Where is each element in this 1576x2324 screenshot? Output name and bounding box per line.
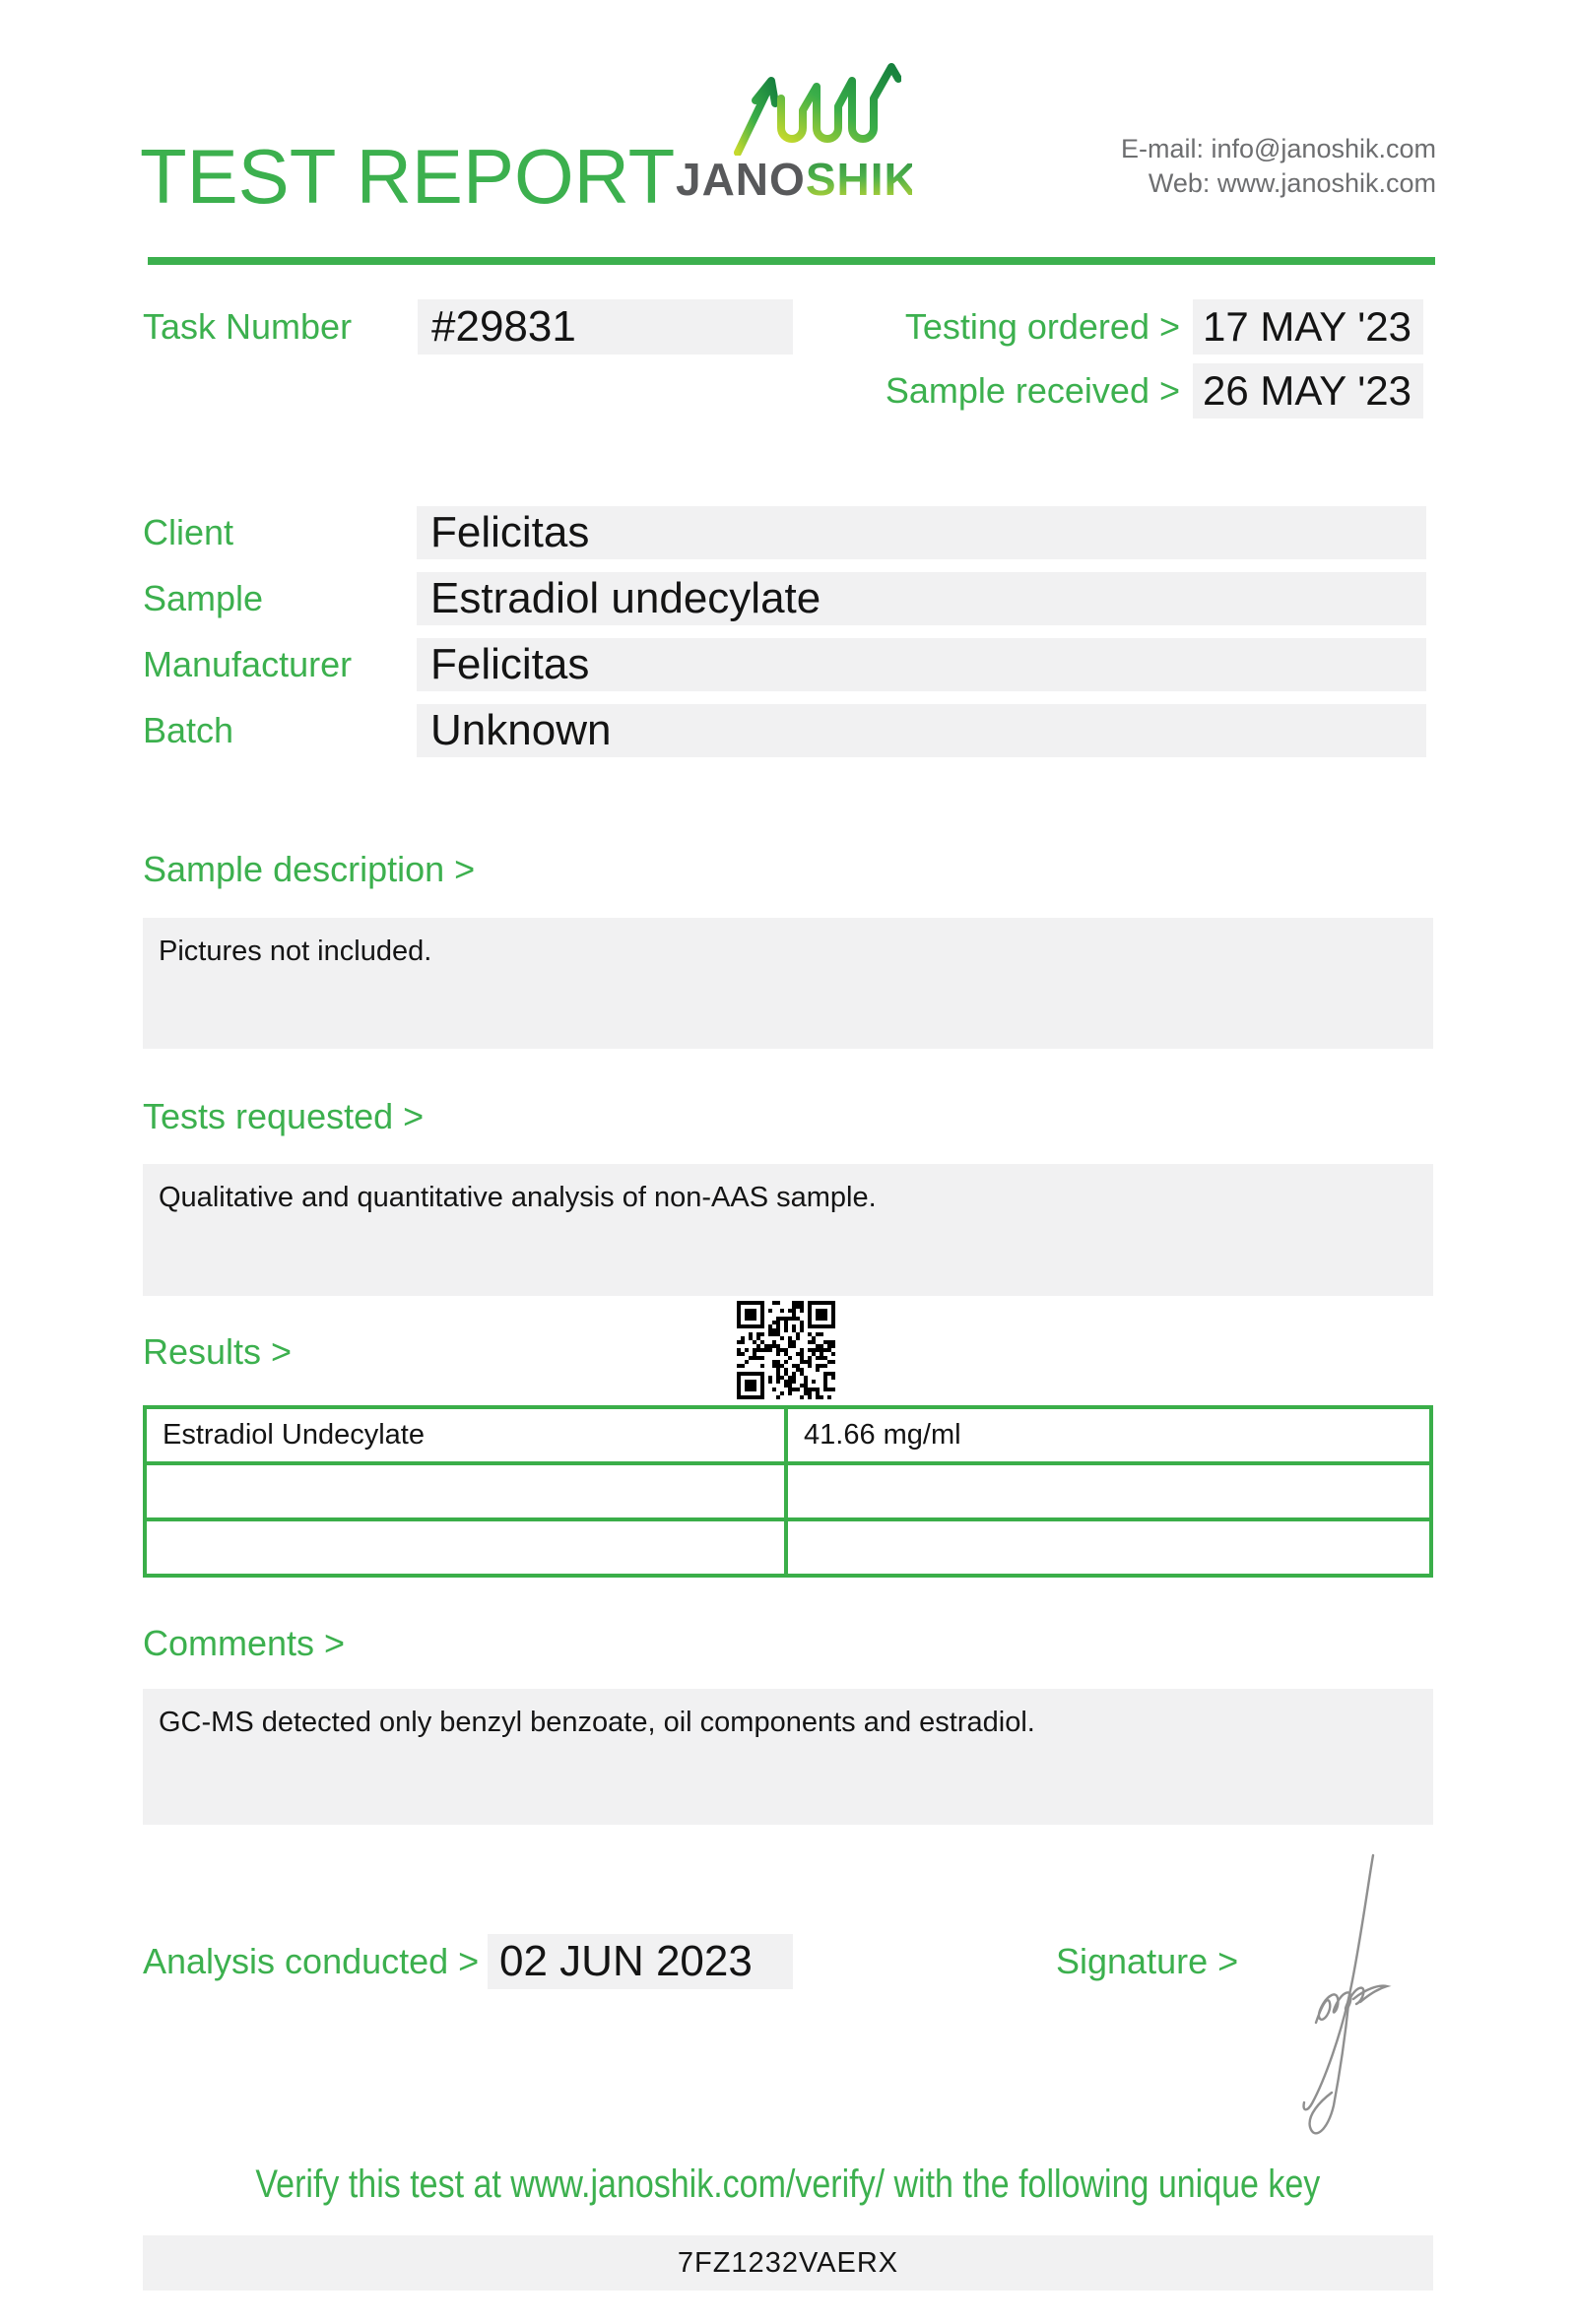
sample-description-text: Pictures not included. bbox=[159, 936, 432, 967]
janoshik-logotype bbox=[676, 152, 912, 207]
logo-text-jano: JANO bbox=[676, 154, 806, 205]
comments-text: GC-MS detected only benzyl benzoate, oil components and estradiol. bbox=[159, 1707, 1035, 1738]
result-value-cell bbox=[786, 1463, 1431, 1519]
manufacturer-value: Felicitas bbox=[417, 638, 1426, 691]
batch-label: Batch bbox=[143, 710, 234, 750]
sample-received-value: 26 MAY '23 bbox=[1193, 363, 1423, 419]
sample-description-heading: Sample description > bbox=[143, 849, 476, 889]
table-row bbox=[145, 1407, 1431, 1463]
contact-web: Web: www.janoshik.com bbox=[1148, 168, 1436, 198]
results-heading: Results > bbox=[143, 1331, 293, 1372]
tests-requested-box bbox=[143, 1164, 1433, 1296]
contact-email: E-mail: info@janoshik.com bbox=[1120, 134, 1436, 163]
result-substance-cell: Estradiol Undecylate bbox=[145, 1407, 786, 1463]
comments-heading: Comments > bbox=[143, 1623, 346, 1663]
verify-instruction bbox=[143, 2163, 1433, 2207]
result-value-cell: 41.66 mg/ml bbox=[786, 1407, 1431, 1463]
task-number-label: Task Number bbox=[143, 306, 353, 347]
client-value: Felicitas bbox=[417, 506, 1426, 559]
sample-value: Estradiol undecylate bbox=[417, 572, 1426, 625]
verify-instruction-text: Verify this test at www.janoshik.com/verify/ with the following unique key bbox=[255, 2163, 1321, 2206]
janoshik-logo-icon bbox=[724, 57, 901, 156]
results-table bbox=[143, 1405, 1433, 1578]
signature-image bbox=[1263, 1820, 1411, 2150]
signature-label: Signature > bbox=[1056, 1941, 1239, 1981]
verify-key-bar bbox=[143, 2235, 1433, 2291]
result-value-cell bbox=[786, 1519, 1431, 1576]
table-row bbox=[145, 1519, 1431, 1576]
sample-description-box bbox=[143, 918, 1433, 1049]
batch-value: Unknown bbox=[417, 704, 1426, 757]
result-substance-cell bbox=[145, 1519, 786, 1576]
testing-ordered-value: 17 MAY '23 bbox=[1193, 299, 1423, 355]
tests-requested-text: Qualitative and quantitative analysis of non-AAS sample. bbox=[159, 1182, 877, 1213]
task-number-value: #29831 bbox=[418, 299, 793, 355]
page-title: TEST REPORT bbox=[140, 133, 676, 220]
manufacturer-label: Manufacturer bbox=[143, 644, 353, 684]
comments-box bbox=[143, 1689, 1433, 1825]
sample-received-label: Sample received > bbox=[885, 370, 1180, 411]
testing-ordered-label: Testing ordered > bbox=[904, 306, 1180, 347]
sample-label: Sample bbox=[143, 578, 264, 618]
logo-text-shik: SHIK bbox=[805, 154, 912, 205]
verify-key-value: 7FZ1232VAERX bbox=[677, 2247, 899, 2279]
analysis-conducted-label: Analysis conducted > bbox=[143, 1941, 480, 1981]
table-row bbox=[145, 1463, 1431, 1519]
svg-text:JANOSHIK bbox=[676, 154, 912, 205]
qr-code bbox=[737, 1301, 835, 1399]
result-substance-cell bbox=[145, 1463, 786, 1519]
client-label: Client bbox=[143, 512, 234, 552]
contact-block bbox=[1121, 132, 1436, 201]
tests-requested-heading: Tests requested > bbox=[143, 1096, 425, 1136]
analysis-conducted-value: 02 JUN 2023 bbox=[488, 1934, 793, 1989]
header-divider bbox=[148, 257, 1435, 265]
